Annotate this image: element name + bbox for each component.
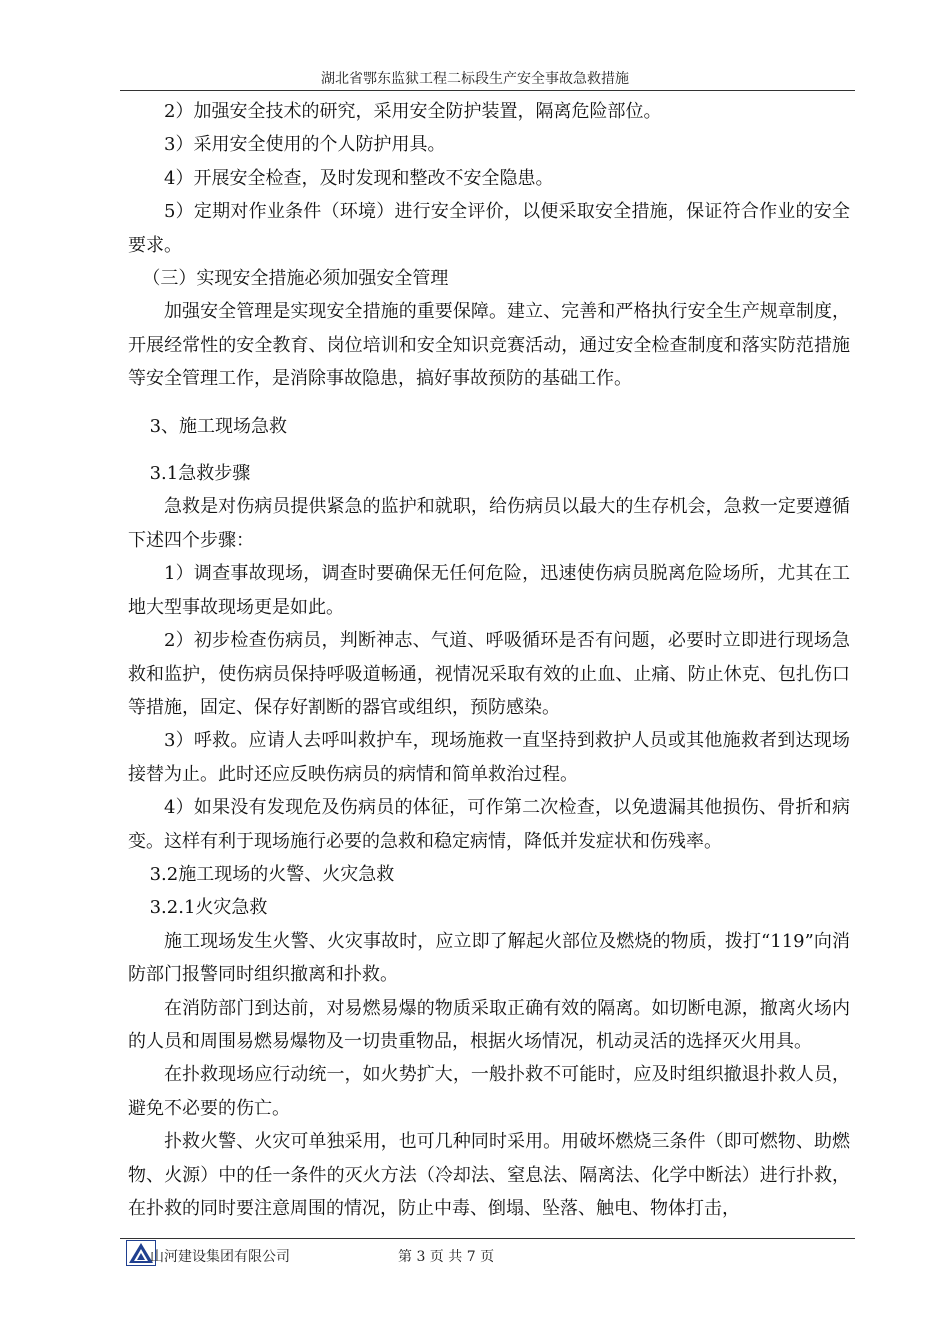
footer-divider: [120, 1238, 855, 1239]
document-body: [128, 95, 850, 1225]
paragraph: 扑救火警、火灾可单独采用，也可几种同时采用。用破坏燃烧三条件（即可燃物、助燃物、火源）中的任一条件的灭火方法（冷却法、窒息法、隔离法、化学中断法）进行扑救，在扑救的同时要注意周围的情况，防止中毒、倒塌、坠落、触电、物体打击，: [128, 1131, 850, 1219]
paragraph: 在消防部门到达前，对易燃易爆的物质采取正确有效的隔离。如切断电源，撤离火场内的人员和周围易燃易爆物及一切贵重物品，根据火场情况，机动灵活的选择灭火用具。: [128, 997, 850, 1052]
subsection-heading: （三）实现安全措施必须加强安全管理: [142, 268, 449, 290]
paragraph: 施工现场发生火警、火灾事故时，应立即了解起火部位及燃烧的物质，拨打“119”向消防部门报警同时组织撤离和扑救。: [128, 930, 850, 986]
paragraph: 在扑救现场应行动统一，如火势扩大，一般扑救不可能时，应及时组织撤退扑救人员，避免不必要的伤亡。: [128, 1064, 850, 1119]
list-item: 1）调查事故现场，调查时要确保无任何危险，迅速使伤病员脱离危险场所，尤其在工地大型事故现场更是如此。: [128, 563, 850, 618]
page-header-title: 湖北省鄂东监狱工程二标段生产安全事故急救措施: [321, 71, 629, 87]
list-item: 4）开展安全检查，及时发现和整改不安全隐患。: [164, 167, 554, 189]
page-number: 第 3 页 共 7 页: [398, 1249, 495, 1265]
section-heading: 3、施工现场急救: [149, 415, 288, 437]
list-item: 5）定期对作业条件（环境）进行安全评价，以便采取安全措施，保证符合作业的安全要求。: [128, 201, 850, 256]
list-item: 3）采用安全使用的个人防护用具。: [164, 134, 446, 156]
list-item: 2）加强安全技术的研究，采用安全防护装置，隔离危险部位。: [164, 101, 662, 122]
header-divider: [120, 90, 855, 91]
list-item: 3）呼救。应请人去呼叫救护车，现场施救一直坚持到救护人员或其他施救者到达现场接替为止。此时还应反映伤病员的病情和简单救治过程。: [128, 730, 850, 785]
footer-company: 山河建设集团有限公司: [150, 1249, 290, 1265]
subsection-heading: 3.2施工现场的火警、火灾急救: [149, 863, 395, 885]
subsection-heading: 3.1急救步骤: [149, 463, 251, 485]
paragraph: 加强安全管理是实现安全措施的重要保障。建立、完善和严格执行安全生产规章制度，开展经常性的安全教育、岗位培训和安全知识竞赛活动，通过安全检查制度和落实防范措施等安全管理工作，是消除事故隐患，搞好事故预防的基础工作。: [128, 301, 850, 390]
spacer: [128, 443, 850, 457]
paragraph: 急救是对伤病员提供紧急的监护和就职，给伤病员以最大的生存机会，急救一定要遵循下述四个步骤：: [128, 496, 850, 551]
list-item: 2）初步检查伤病员，判断神志、气道、呼吸循环是否有问题，必要时立即进行现场急救和监护，使伤病员保持呼吸道畅通，视情况采取有效的止血、止痛、防止休克、包扎伤口等措施，固定、保存好割断的器官或组织，预防感染。: [128, 630, 850, 718]
list-item: 4）如果没有发现危及伤病员的体征，可作第二次检查，以免遗漏其他损伤、骨折和病变。这样有利于现场施行必要的急救和稳定病情，降低并发症状和伤残率。: [128, 797, 850, 852]
subsection-heading: 3.2.1火灾急救: [149, 897, 268, 919]
spacer: [128, 396, 850, 410]
